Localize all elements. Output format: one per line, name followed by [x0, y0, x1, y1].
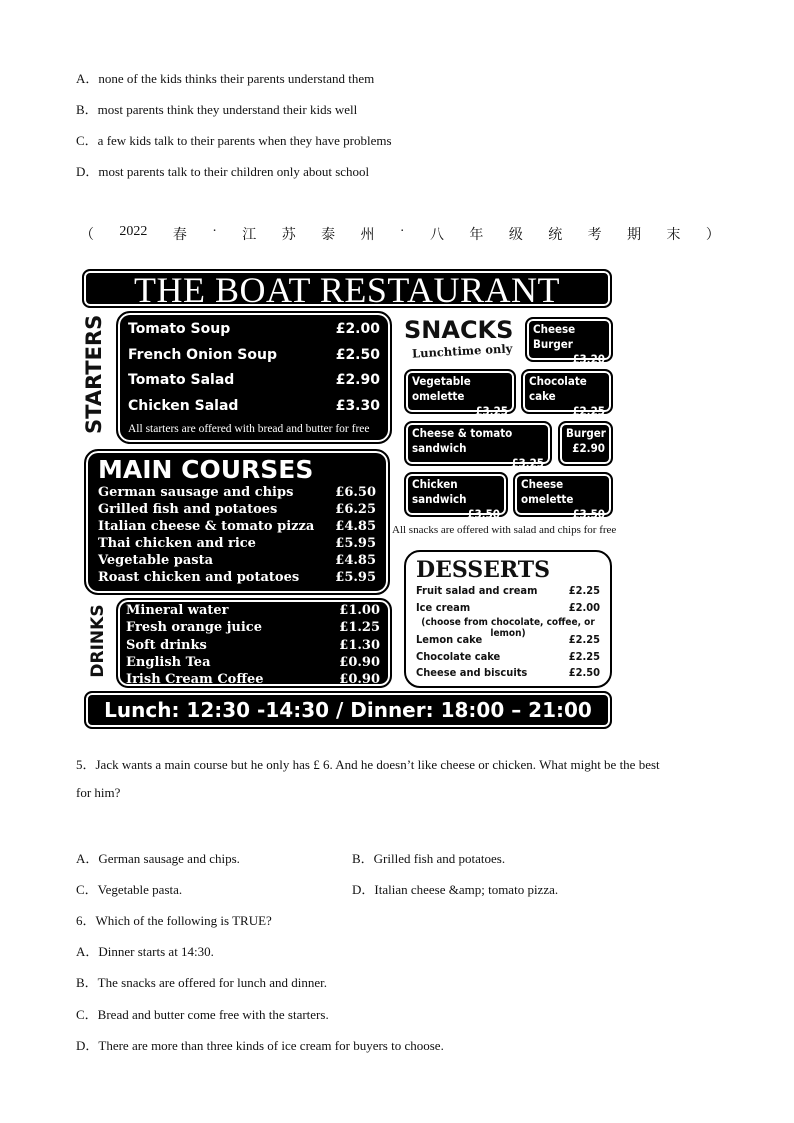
q6-stem: 6．Which of the following is TRUE?	[76, 913, 272, 928]
source-char: ·	[399, 224, 405, 239]
starter-row	[128, 372, 380, 398]
dessert-row	[416, 650, 600, 667]
item-price: £1.30	[339, 637, 380, 653]
item-name: Cheese and biscuits	[416, 666, 528, 679]
source-char: 年	[469, 228, 484, 243]
item-price: £3.30	[335, 397, 380, 414]
source-char: 苏	[281, 228, 296, 243]
item-name: Vegetable pasta	[98, 553, 214, 568]
source-char: ·	[212, 224, 217, 239]
item-name: Mineral water	[126, 603, 229, 618]
item-name: English Tea	[126, 654, 211, 670]
item-price: £2.00	[568, 600, 600, 614]
item-name: Chicken sandwich	[412, 477, 467, 506]
q5-option-c: C．Vegetable pasta.	[76, 882, 183, 897]
item-price: £6.25	[335, 502, 376, 517]
main-row	[98, 536, 376, 553]
desserts-panel	[404, 550, 612, 688]
starters-label: STARTERS	[82, 314, 106, 434]
main-row	[98, 570, 376, 587]
item-price: £2.25	[568, 649, 600, 663]
main-row	[98, 502, 376, 519]
item-name: Irish Cream Coffee	[126, 672, 264, 688]
source-char: 末	[666, 228, 681, 243]
starter-row	[128, 321, 380, 347]
starter-row	[128, 398, 380, 424]
desserts-title: DESSERTS	[416, 557, 551, 583]
item-name: Vegetable omelette	[412, 374, 471, 403]
item-price: £2.50	[335, 346, 380, 363]
opening-hours: Lunch: 12:30 -14:30 / Dinner: 18:00 – 21:00	[84, 691, 612, 729]
source-char: 泰	[321, 228, 336, 243]
item-name: Cheese omelette	[521, 477, 574, 506]
item-price: £4.85	[335, 553, 376, 568]
q6-option-c: C．Bread and butter come free with the starters.	[76, 1007, 329, 1022]
restaurant-menu	[82, 266, 617, 731]
source-line	[80, 224, 720, 244]
item-name: Tomato Salad	[128, 372, 235, 388]
q6-option-a: A．Dinner starts at 14:30.	[76, 944, 214, 959]
source-char: （	[80, 228, 94, 243]
drink-row	[126, 638, 380, 655]
q4-option-b: B．most parents think they understand their kids well	[76, 102, 358, 117]
item-name: German sausage and chips	[98, 485, 294, 500]
item-price: £3.20	[572, 352, 605, 366]
main-courses-title: MAIN COURSES	[98, 455, 314, 484]
item-price: £3.50	[572, 507, 605, 521]
item-price: £0.90	[339, 654, 380, 670]
dessert-row	[416, 584, 600, 601]
q5-option-d: D．Italian cheese &amp; tomato pizza.	[352, 882, 559, 897]
item-name: Cheese Burger	[533, 322, 576, 351]
item-name: Chocolate cake	[416, 649, 501, 663]
item-name: French Onion Soup	[128, 346, 277, 363]
main-row	[98, 519, 376, 536]
q4-option-d: D．most parents talk to their children only about school	[76, 164, 370, 179]
dessert-row	[416, 666, 600, 683]
source-char: 八	[430, 228, 444, 243]
item-name: Italian cheese & tomato pizza	[98, 519, 315, 534]
item-name: Soft drinks	[126, 637, 207, 653]
item-price: £3.25	[511, 456, 544, 470]
item-price: £2.00	[335, 321, 380, 337]
snacks-title: SNACKS	[404, 316, 514, 344]
item-price: £4.85	[335, 519, 376, 534]
source-char: 州	[360, 228, 375, 243]
dessert-row	[416, 601, 600, 618]
item-price: £2.50	[568, 666, 600, 679]
drink-row	[126, 672, 380, 689]
source-char: ）	[705, 228, 720, 243]
source-char: 考	[587, 228, 602, 243]
q5-option-a: A．German sausage and chips.	[76, 851, 240, 866]
starters-note: All starters are offered with bread and butter for free	[128, 423, 370, 435]
snack-box	[525, 317, 613, 366]
item-price: £0.90	[339, 672, 380, 688]
source-char: 统	[548, 228, 563, 243]
snack-box	[513, 472, 613, 521]
source-char: 江	[242, 228, 257, 243]
item-name: Ice cream	[416, 600, 471, 614]
snacks-subtitle: Lunchtime only	[411, 341, 513, 361]
q6-option-d: D．There are more than three kinds of ice cream for buyers to choose.	[76, 1038, 444, 1053]
item-price: £1.00	[339, 603, 380, 618]
item-name: Burger	[566, 426, 606, 440]
q4-option-c: C．a few kids talk to their parents when they have problems	[76, 133, 392, 148]
q6-option-b: B．The snacks are offered for lunch and dinner.	[76, 975, 328, 990]
q5-stem-line-1: 5．Jack wants a main course but he only has £ 6. And he doesn’t like cheese or chicken. What might be the best	[76, 757, 660, 772]
item-name: Grilled fish and potatoes	[98, 502, 278, 517]
item-name: Roast chicken and potatoes	[98, 570, 300, 585]
item-name: Chicken Salad	[128, 397, 239, 414]
item-name: Lemon cake	[416, 633, 483, 646]
drink-row	[126, 620, 380, 637]
snack-box	[558, 421, 613, 466]
q5-option-b: B．Grilled fish and potatoes.	[352, 851, 506, 866]
snack-box	[404, 421, 552, 470]
item-name: Chocolate cake	[529, 374, 587, 403]
item-price: £2.25	[568, 633, 600, 646]
source-char: 级	[508, 228, 523, 243]
source-char: 春	[172, 228, 187, 243]
source-char: 期	[627, 228, 642, 243]
starters-panel	[116, 311, 392, 444]
main-courses-panel	[84, 449, 390, 595]
item-name: Thai chicken and rice	[98, 536, 256, 551]
drink-row	[126, 655, 380, 672]
item-price: £3.50	[467, 507, 500, 521]
item-price: £3.25	[475, 404, 508, 418]
q5-stem-line-2: for him?	[76, 785, 121, 800]
item-price: £2.90	[572, 441, 605, 455]
drinks-label: DRINKS	[88, 604, 108, 678]
item-price: £5.95	[335, 536, 376, 551]
item-name: Fresh orange juice	[126, 620, 262, 636]
snack-box	[404, 472, 508, 521]
snack-box	[521, 369, 613, 418]
item-price: £6.50	[335, 485, 376, 500]
drinks-panel	[116, 598, 392, 688]
item-name: Fruit salad and cream	[416, 584, 538, 597]
starter-row	[128, 347, 380, 373]
snack-box	[404, 369, 516, 418]
menu-title: THE BOAT RESTAURANT	[82, 269, 612, 308]
item-name: Tomato Soup	[128, 321, 231, 337]
item-price: £2.90	[335, 372, 380, 388]
item-price: £2.25	[568, 584, 600, 597]
item-name: Cheese & tomato sandwich	[412, 426, 513, 455]
source-char: 2022	[119, 224, 148, 239]
item-price: £5.95	[335, 570, 376, 585]
snacks-note: All snacks are offered with salad and chips for free	[392, 524, 617, 536]
item-price: £2.25	[572, 404, 605, 418]
ice-cream-note: (choose from chocolate, coffee, or lemon)	[421, 617, 595, 639]
drink-row	[126, 603, 380, 620]
main-row	[98, 485, 376, 502]
q4-option-a: A．none of the kids thinks their parents understand them	[76, 71, 375, 86]
item-price: £1.25	[339, 620, 380, 636]
main-row	[98, 553, 376, 570]
